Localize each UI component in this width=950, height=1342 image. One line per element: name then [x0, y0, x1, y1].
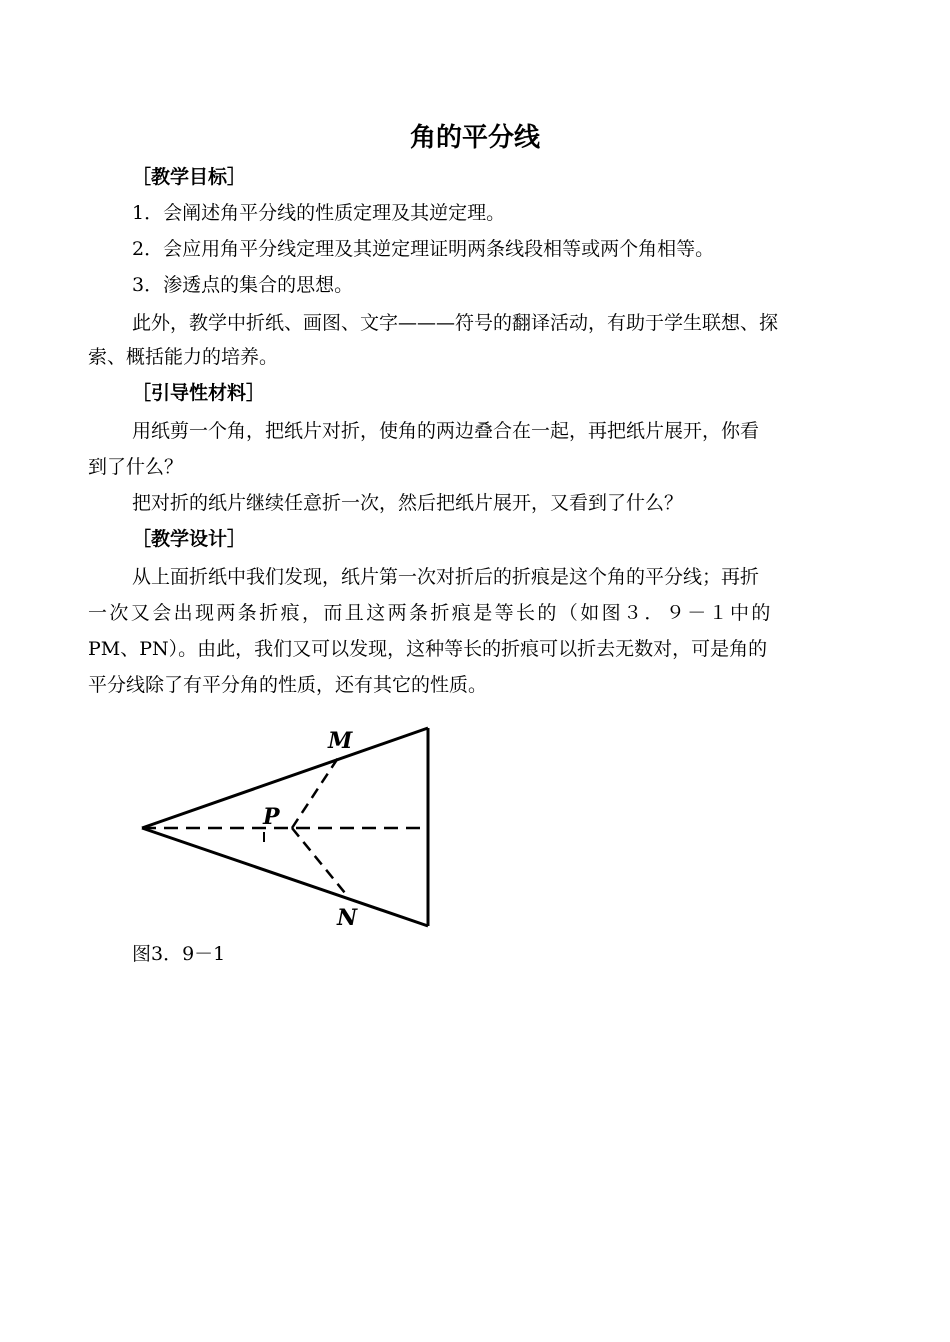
angle-lower-side — [142, 828, 428, 926]
objective-item-2: 2．会应用角平分线定理及其逆定理证明两条线段相等或两个角相等。 — [132, 238, 715, 260]
figure-caption: 图3．9－1 — [132, 943, 226, 965]
materials-paragraph-1-line-2: 到了什么？ — [88, 456, 184, 478]
design-paragraph-line-4: 平分线除了有平分角的性质，还有其它的性质。 — [88, 674, 488, 696]
extra-paragraph-line-2: 索、概括能力的培养。 — [88, 346, 279, 368]
objectives-heading: ［教学目标］ — [132, 166, 247, 188]
design-paragraph-line-2: 一次又会出现两条折痕，而且这两条折痕是等长的（如图３．９－１中的 — [88, 602, 773, 624]
design-paragraph-line-1: 从上面折纸中我们发现，纸片第一次对折后的折痕是这个角的平分线；再折 — [132, 566, 760, 588]
paper-fold-diagram — [130, 706, 438, 932]
figure-paper-fold — [130, 706, 438, 932]
page-title: 角的平分线 — [409, 123, 540, 153]
materials-paragraph-1-line-1: 用纸剪一个角，把纸片对折，使角的两边叠合在一起，再把纸片展开，你看 — [132, 420, 760, 442]
label-p: P — [263, 804, 280, 830]
extra-paragraph-line-1: 此外，教学中折纸、画图、文字———符号的翻译活动，有助于学生联想、探 — [132, 312, 779, 334]
design-paragraph-line-3: PM、PN）。由此，我们又可以发现，这种等长的折痕可以折去无数对，可是角的 — [88, 638, 768, 660]
materials-heading: ［引导性材料］ — [132, 382, 266, 404]
objective-item-3: 3．渗透点的集合的思想。 — [132, 274, 354, 296]
angle-upper-side — [142, 728, 428, 828]
label-n: N — [337, 905, 358, 931]
label-m: M — [328, 728, 353, 754]
materials-paragraph-2: 把对折的纸片继续任意折一次，然后把纸片展开，又看到了什么？ — [132, 492, 684, 514]
design-heading: ［教学设计］ — [132, 528, 247, 550]
objective-item-1: 1．会阐述角平分线的性质定理及其逆定理。 — [132, 202, 506, 224]
